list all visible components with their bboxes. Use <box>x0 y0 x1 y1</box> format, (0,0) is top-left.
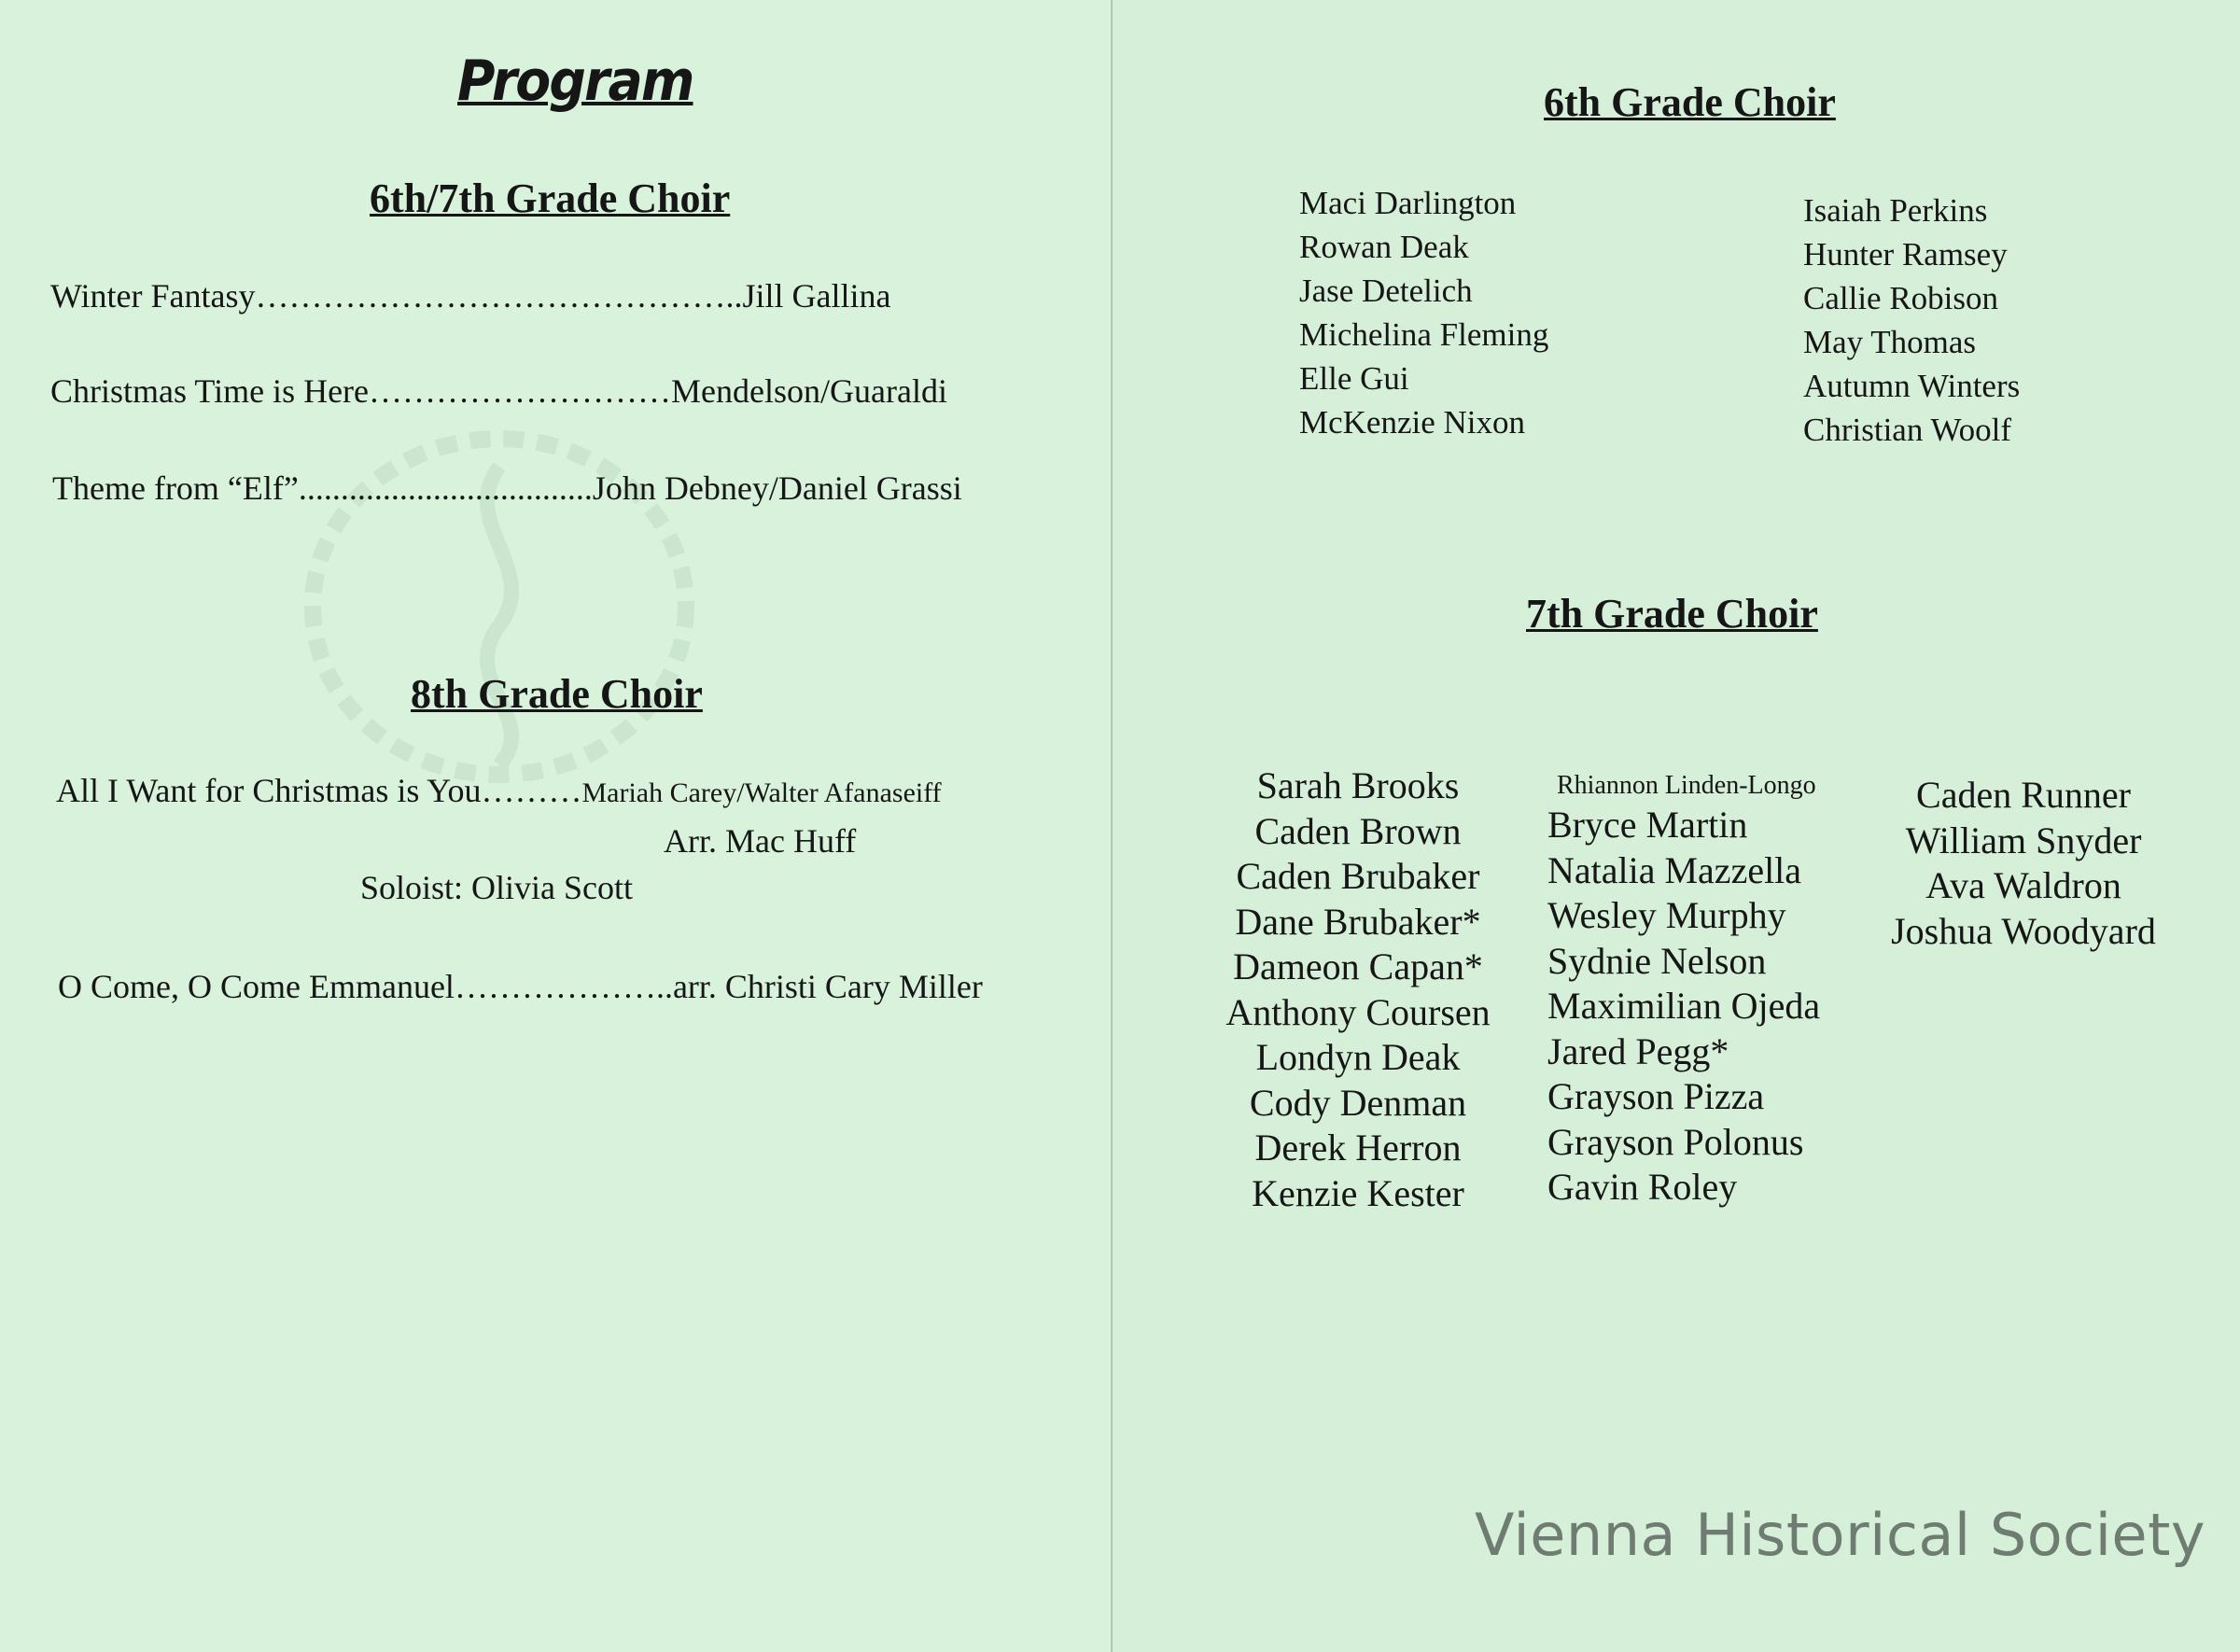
member-name: May Thomas <box>1803 324 1977 360</box>
member-name: Rowan Deak <box>1299 229 1469 265</box>
member-name: Callie Robison <box>1803 280 1999 316</box>
member-name: Dameon Capan* <box>1233 945 1483 987</box>
composer: arr. Christi Cary Miller <box>672 968 983 1005</box>
program-item-winter-fantasy <box>50 276 890 315</box>
member-name: Sarah Brooks <box>1256 764 1460 806</box>
member-name: Derek Herron <box>1254 1127 1462 1169</box>
member-name: Wesley Murphy <box>1547 894 1786 936</box>
member-name: Grayson Polonus <box>1547 1120 1804 1163</box>
member-name: McKenzie Nixon <box>1299 404 1526 441</box>
choir7-column-2 <box>1547 803 1820 1211</box>
program-title: Program <box>457 49 693 114</box>
section-heading-6th-7th: 6th/7th Grade Choir <box>370 175 731 221</box>
member-name: Joshua Woodyard <box>1891 909 2156 952</box>
member-name: Maximilian Ojeda <box>1547 985 1821 1027</box>
dot-leader: …………………………………….. <box>255 277 743 315</box>
member-name: Michelina Fleming <box>1299 316 1549 353</box>
right-panel <box>1113 0 2240 1652</box>
member-name: Caden Brubaker <box>1236 855 1480 897</box>
member-name: Anthony Coursen <box>1225 990 1491 1033</box>
dot-leader: ……………….. <box>454 968 673 1005</box>
member-name: Grayson Pizza <box>1547 1075 1765 1117</box>
left-panel <box>0 0 1113 1652</box>
section-heading-6th-choir: 6th Grade Choir <box>1544 79 1836 125</box>
program-item-theme-elf <box>52 469 962 508</box>
dot-leader: ................................... <box>298 469 593 507</box>
composer: Mariah Carey/Walter Afanaseiff <box>581 777 942 808</box>
member-name: Londyn Deak <box>1255 1036 1461 1078</box>
member-name: Bryce Martin <box>1547 804 1748 846</box>
soloist: Soloist: Olivia Scott <box>360 869 634 906</box>
member-name: Autumn Winters <box>1803 368 2021 404</box>
choir6-column-2 <box>1803 189 2020 452</box>
choir7-column-3 <box>1874 773 2173 954</box>
program-item-o-come <box>58 967 983 1006</box>
composer: Mendelson/Guaraldi <box>671 372 947 410</box>
member-name: Natalia Mazzella <box>1547 848 1802 891</box>
member-name: Elle Gui <box>1299 360 1409 397</box>
member-name: Maci Darlington <box>1299 185 1517 221</box>
dot-leader: ……………………… <box>369 372 672 410</box>
member-name: Cody Denman <box>1249 1081 1467 1124</box>
piece-title: Winter Fantasy <box>50 277 256 315</box>
member-name: Dane Brubaker* <box>1235 900 1481 943</box>
member-name: Hunter Ramsey <box>1803 236 2008 273</box>
composer: Jill Gallina <box>742 277 891 315</box>
member-name: Christian Woolf <box>1803 412 2012 448</box>
member-name: Jase Detelich <box>1299 273 1473 309</box>
arranger: Arr. Mac Huff <box>664 822 857 860</box>
choir7-column-1 <box>1223 763 1493 1216</box>
section-heading-8th: 8th Grade Choir <box>411 671 703 717</box>
piece-title: Christmas Time is Here <box>50 372 370 410</box>
program-item-all-i-want <box>56 771 942 810</box>
member-name: Jared Pegg* <box>1547 1029 1729 1072</box>
piece-title: O Come, O Come Emmanuel <box>58 968 455 1005</box>
watermark: Vienna Historical Society <box>1475 1501 2206 1569</box>
member-name: Gavin Roley <box>1547 1166 1738 1208</box>
member-name: William Snyder <box>1905 819 2142 861</box>
member-name-small: Rhiannon Linden-Longo <box>1557 771 1816 800</box>
member-name: Caden Runner <box>1916 774 2131 816</box>
piece-title: Theme from “Elf” <box>52 469 299 507</box>
section-heading-7th-choir: 7th Grade Choir <box>1526 591 1818 637</box>
dot-leader: ……… <box>481 772 582 809</box>
program-item-christmas-time <box>50 371 947 411</box>
composer: John Debney/Daniel Grassi <box>592 469 962 507</box>
member-name: Sydnie Nelson <box>1547 939 1767 982</box>
member-name: Isaiah Perkins <box>1803 192 1988 229</box>
choir6-column-1 <box>1299 181 1548 444</box>
member-name: Kenzie Kester <box>1252 1171 1464 1214</box>
piece-title: All I Want for Christmas is You <box>56 772 482 809</box>
member-name: Ava Waldron <box>1925 864 2121 906</box>
member-name: Caden Brown <box>1254 809 1462 852</box>
